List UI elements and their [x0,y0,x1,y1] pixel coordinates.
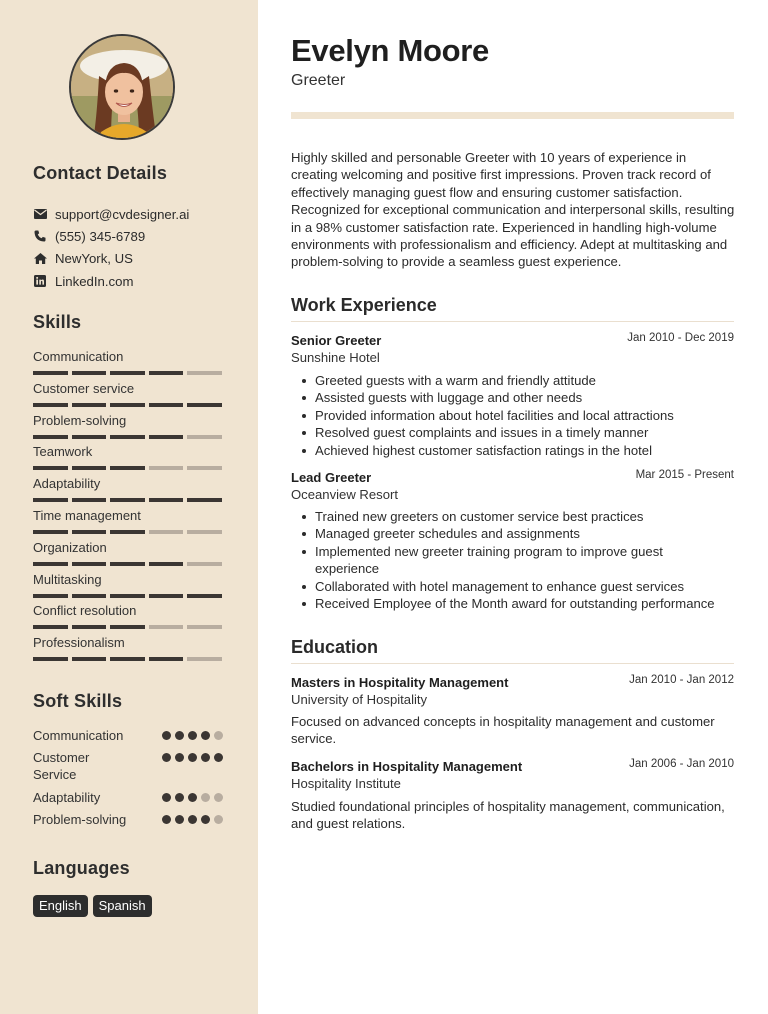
skill-level-segment [187,403,222,407]
rating-dot [162,815,171,824]
contact-linkedin [33,270,243,292]
rating-dot [201,815,210,824]
rating-dot [214,731,223,740]
skill-item [33,412,223,444]
skill-level-segment [149,435,184,439]
home-icon [33,252,47,266]
rating-dot [175,753,184,762]
skill-level-segment [149,371,184,375]
skill-name: Communication [33,349,124,364]
job-title: Lead Greeter [291,470,372,485]
linkedin-icon [33,274,47,288]
skill-level-bar [33,530,223,534]
rating-dot [162,753,171,762]
skill-level-segment [187,625,222,629]
degree-title: Bachelors in Hospitality Management [291,759,523,774]
rating-dot [214,793,223,802]
list-item: Resolved guest complaints and issues in a timely manner [300,424,730,441]
job-employer: Oceanview Resort [291,487,398,502]
skill-level-segment [149,562,184,566]
degree-description: Studied foundational principles of hospitality management, communication, and guest relations. [291,799,725,832]
skill-level-segment [149,657,184,661]
soft-skill-name: Adaptability [33,790,101,805]
profile-photo [69,34,175,140]
degree-date: Jan 2006 - Jan 2010 [629,758,734,770]
list-item: Received Employee of the Month award for outstanding performance [300,595,730,612]
education-divider [291,663,734,664]
contact-email-text[interactable]: support@cvdesigner.ai [55,206,190,222]
rating-dot [175,731,184,740]
skill-level-bar [33,562,223,566]
skill-level-segment [110,562,145,566]
skill-level-segment [110,403,145,407]
soft-skill-name: Customer Service [33,750,90,782]
soft-skill-rating [162,815,223,824]
skill-level-segment [72,562,107,566]
skill-level-segment [72,498,107,502]
skill-level-segment [33,657,68,661]
skill-name: Adaptability [33,476,101,492]
skill-level-bar [33,594,223,598]
candidate-name: Evelyn Moore [291,33,489,68]
skill-level-segment [72,466,107,470]
skill-name: Problem-solving [33,412,127,428]
languages-list [33,895,152,917]
skill-level-segment [72,530,107,534]
envelope-icon [33,207,47,221]
language-badge: English [33,895,88,917]
rating-dot [214,815,223,824]
skill-level-segment [110,435,145,439]
skill-level-segment [72,657,107,661]
skill-level-segment [110,530,145,534]
avatar-illustration [71,36,175,140]
job-bullets [300,508,730,612]
skill-level-segment [149,594,184,598]
education-heading: Education [291,637,379,657]
skill-name: Customer service [33,380,135,396]
list-item: Implemented new greeter training program to improve guest experience [300,543,730,578]
contact-list [33,203,243,292]
list-item: Achieved highest customer satisfaction ratings in the hotel [300,442,730,459]
skill-level-segment [33,371,68,375]
rating-dot [188,793,197,802]
degree-school: University of Hospitality [291,692,428,707]
soft-skill-name: Problem-solving [33,812,127,827]
contact-location [33,248,243,270]
skill-item [33,634,223,666]
work-heading: Work Experience [291,295,437,315]
skill-level-segment [110,371,145,375]
header-divider [291,112,734,119]
soft-skill-rating [162,731,223,740]
skill-level-segment [72,625,107,629]
degree-title: Masters in Hospitality Management [291,675,509,690]
job-bullets [300,372,730,459]
skill-item [33,348,223,380]
skill-level-segment [110,594,145,598]
skill-level-segment [149,403,184,407]
skill-level-segment [33,466,68,470]
skill-item [33,475,223,507]
skill-level-segment [33,498,68,502]
skill-name: Conflict resolution [33,603,137,619]
skill-item [33,443,223,475]
languages-heading: Languages [33,858,130,878]
language-badge: Spanish [93,895,152,917]
skill-level-bar [33,625,223,629]
skill-item [33,539,223,571]
skills-list [33,348,223,666]
skills-heading: Skills [33,312,82,332]
skill-name: Organization [33,539,107,555]
list-item: Trained new greeters on customer service best practices [300,508,730,525]
skill-level-segment [187,594,222,598]
skill-item [33,602,223,634]
contact-phone [33,225,243,247]
skill-level-bar [33,498,223,502]
skill-level-bar [33,371,223,375]
skill-level-segment [187,530,222,534]
list-item: Collaborated with hotel management to enhance guest services [300,578,730,595]
rating-dot [201,753,210,762]
skill-level-segment [33,562,68,566]
rating-dot [188,753,197,762]
skill-level-segment [187,498,222,502]
skill-level-bar [33,657,223,661]
skill-name: Professionalism [33,635,125,651]
job-date: Mar 2015 - Present [635,469,734,481]
skill-name: Multitasking [33,571,102,587]
skill-level-bar [33,403,223,407]
contact-phone-text[interactable]: (555) 345-6789 [55,228,146,244]
skill-level-segment [33,403,68,407]
soft-skill-rating [162,753,223,762]
skill-level-segment [72,371,107,375]
list-item: Greeted guests with a warm and friendly attitude [300,372,730,389]
contact-linkedin-text[interactable]: LinkedIn.com [55,273,134,289]
job-title: Senior Greeter [291,333,382,348]
skill-item [33,380,223,412]
rating-dot [162,731,171,740]
degree-date: Jan 2010 - Jan 2012 [629,674,734,686]
degree-school: Hospitality Institute [291,776,401,791]
skill-level-segment [110,625,145,629]
rating-dot [188,731,197,740]
skill-level-segment [72,403,107,407]
skill-level-bar [33,466,223,470]
soft-skill-item [33,811,223,828]
skill-level-segment [187,562,222,566]
soft-skill-name: Communication [33,728,124,743]
job-date: Jan 2010 - Dec 2019 [627,332,734,344]
skill-level-segment [149,530,184,534]
phone-icon [33,229,47,243]
skill-level-segment [110,657,145,661]
rating-dot [214,753,223,762]
skill-item [33,571,223,603]
contact-heading: Contact Details [33,163,168,183]
soft-skill-rating [162,793,223,802]
skill-level-segment [33,594,68,598]
skill-level-segment [110,466,145,470]
skill-level-segment [187,657,222,661]
skill-item [33,507,223,539]
skill-level-segment [187,435,222,439]
skill-level-segment [110,498,145,502]
skill-level-segment [149,466,184,470]
rating-dot [201,793,210,802]
rating-dot [175,815,184,824]
list-item: Assisted guests with luggage and other needs [300,389,730,406]
skill-level-segment [72,594,107,598]
skill-name: Teamwork [33,444,93,460]
contact-email [33,203,243,225]
skill-level-segment [187,466,222,470]
soft-skill-item [33,789,223,806]
contact-location-text: NewYork, US [55,251,133,267]
soft-skill-item [33,727,223,744]
summary-text: Highly skilled and personable Greeter with 10 years of experience in creating welcoming and positive first impressions. Proven track record of effectively managing guest flow and ensuring customer satisfaction. Recognized for exceptional communication and interpersonal skills, resulting in a 98% customer satisfaction rate. Experienced in handling high-volume environments with professionalism and efficiency. Adept at multitasking and problem-solving to provide a seamless guest experience. [291,150,735,270]
skill-level-segment [149,498,184,502]
skill-level-bar [33,435,223,439]
job-employer: Sunshine Hotel [291,350,380,365]
skill-level-segment [187,371,222,375]
list-item: Provided information about hotel facilities and local attractions [300,407,730,424]
rating-dot [201,731,210,740]
skill-level-segment [72,435,107,439]
candidate-title: Greeter [291,72,346,89]
skill-level-segment [33,530,68,534]
skill-level-segment [33,625,68,629]
soft-skill-item [33,749,223,783]
rating-dot [175,793,184,802]
rating-dot [162,793,171,802]
skill-level-segment [149,625,184,629]
skill-name: Time management [33,507,141,523]
soft-skills-heading: Soft Skills [33,691,123,711]
skill-level-segment [33,435,68,439]
degree-description: Focused on advanced concepts in hospitality management and customer service. [291,714,715,747]
work-divider [291,321,734,322]
list-item: Managed greeter schedules and assignments [300,525,730,542]
rating-dot [188,815,197,824]
